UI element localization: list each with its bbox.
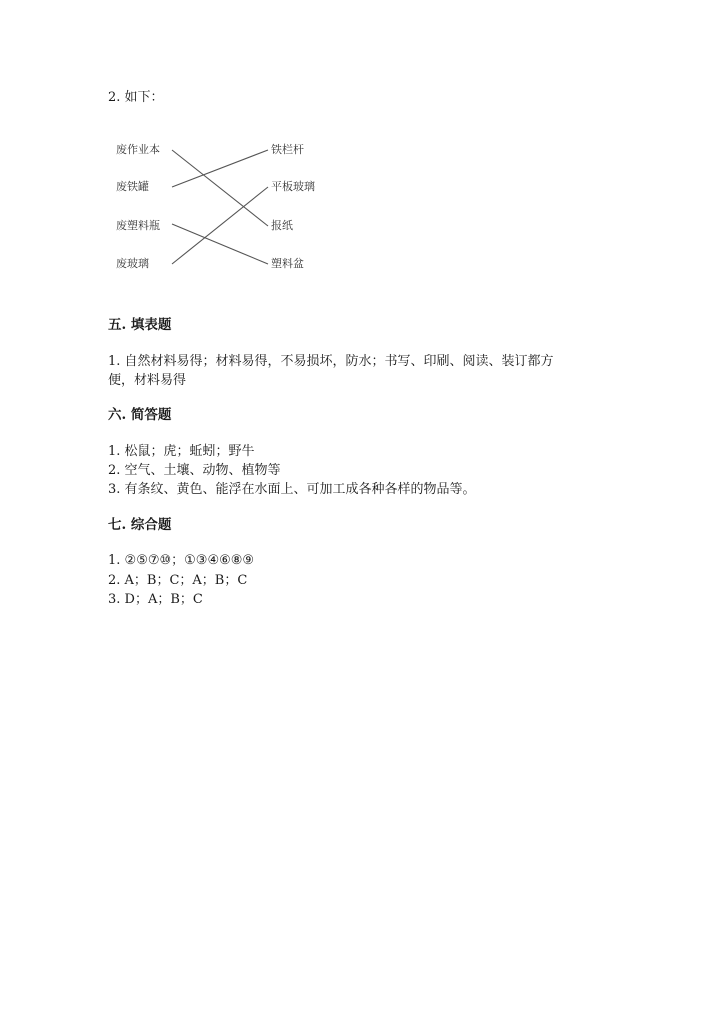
right-item: 铁栏杆 — [271, 143, 304, 156]
q2-intro: 2. 如下： — [108, 90, 164, 105]
left-item: 废铁罐 — [116, 180, 149, 193]
left-item: 废玻璃 — [116, 257, 149, 270]
section-6-item: 3. 有条纹、黄色、能浮在水面上、可加工成各种各样的物品等。 — [108, 482, 476, 497]
matching-line — [172, 150, 268, 226]
left-item: 废塑料瓶 — [116, 219, 160, 232]
matching-line — [172, 224, 268, 264]
matching-line — [172, 187, 268, 264]
section-6-heading: 六. 简答题 — [108, 407, 172, 423]
section-6-item: 1. 松鼠；虎；蚯蚓；野牛 — [108, 444, 255, 459]
section-5-line: 便，材料易得 — [108, 373, 187, 388]
section-5-line: 1. 自然材料易得；材料易得，不易损坏，防水；书写、印刷、阅读、装订都方 — [108, 354, 554, 369]
section-7-item: 1. ②⑤⑦⑩；①③④⑥⑧⑨ — [108, 553, 255, 568]
matching-line — [172, 150, 268, 187]
left-item: 废作业本 — [116, 143, 160, 156]
section-7-heading: 七. 综合题 — [108, 517, 172, 533]
section-7-item: 2. A；B；C；A；B；C — [108, 573, 248, 588]
section-6-item: 2. 空气、土壤、动物、植物等 — [108, 463, 281, 478]
right-item: 报纸 — [271, 219, 293, 232]
section-5-heading: 五. 填表题 — [108, 317, 172, 333]
matching-diagram — [108, 130, 348, 280]
section-7-item: 3. D；A；B；C — [108, 592, 203, 607]
right-item: 塑料盆 — [271, 257, 304, 270]
right-item: 平板玻璃 — [271, 180, 315, 193]
